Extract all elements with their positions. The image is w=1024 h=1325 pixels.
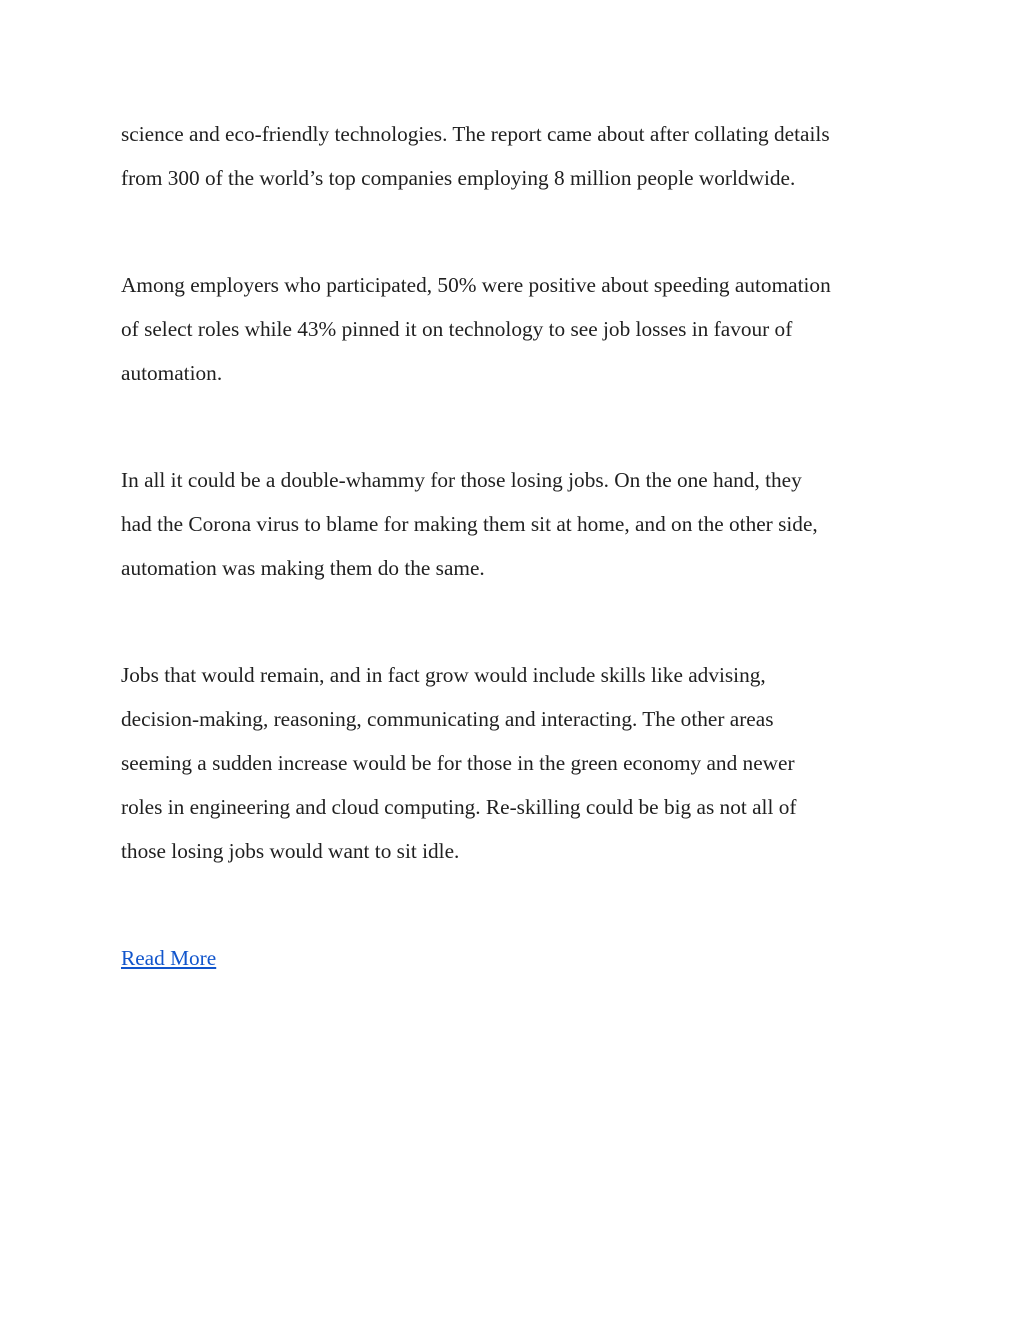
document-body	[121, 112, 921, 980]
paragraph-double-whammy: In all it could be a double-whammy for those losing jobs. On the one hand, they had the Corona virus to blame for making them sit at home, and on the other side, automation was making them do the same.	[121, 468, 818, 580]
paragraph-spacer	[121, 590, 921, 653]
read-more-link[interactable]: Read More	[121, 946, 217, 970]
paragraph-spacer	[121, 200, 921, 263]
paragraph-jobs-remaining: Jobs that would remain, and in fact grow would include skills like advising, decision-making, reasoning, communicating and interacting. The other areas seeming a sudden increase would be for those in the green economy and newer roles in engineering and cloud computing. Re-skilling could be big as not all of those losing jobs would want to sit idle.	[121, 663, 797, 863]
paragraph-employer-survey: Among employers who participated, 50% were positive about speeding automation of select roles while 43% pinned it on technology to see job losses in favour of automation.	[121, 273, 831, 385]
paragraph-spacer	[121, 395, 921, 458]
paragraph-intro-continued: science and eco-friendly technologies. The report came about after collating details from 300 of the world’s top companies employing 8 million people worldwide.	[121, 122, 830, 190]
paragraph-spacer	[121, 873, 921, 936]
